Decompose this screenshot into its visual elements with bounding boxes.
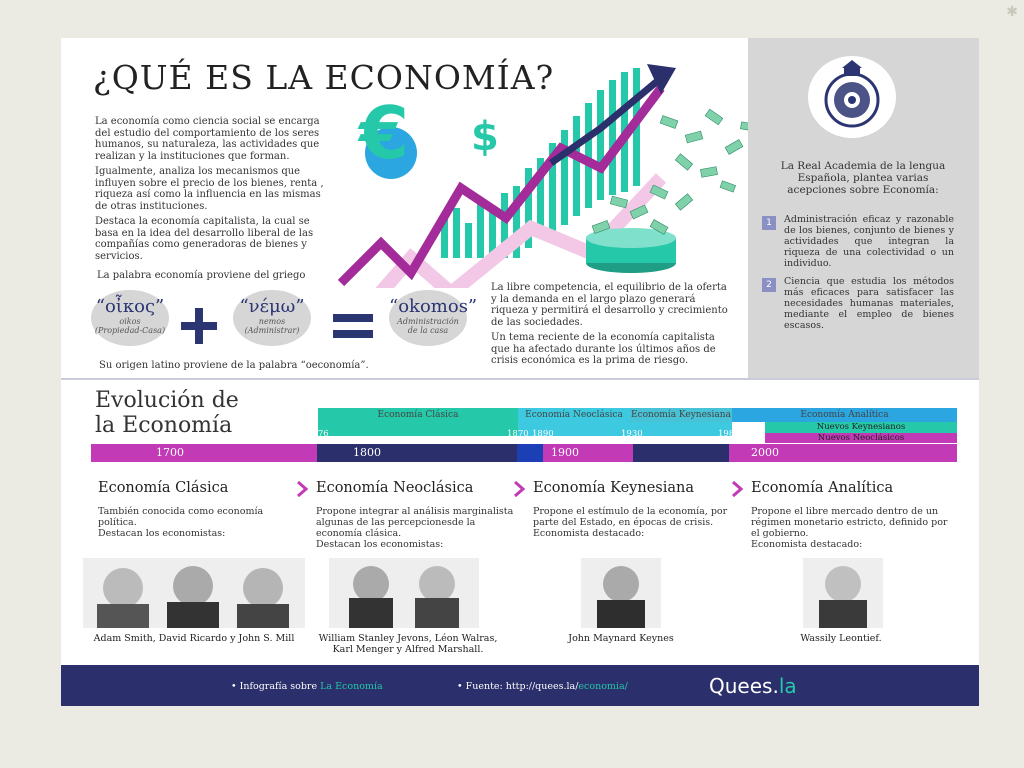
portrait-neoclassical-economists — [329, 558, 479, 628]
col-head-classical: Economía Clásica — [98, 480, 229, 496]
portrait-keynes — [581, 558, 661, 628]
col-text-analytical: Propone el libre mercado dentro de un régimen monetario estricto, definido por el gobierno. Economista destacado: — [751, 506, 948, 550]
page-title: ¿QUÉ ES LA ECONOMÍA? — [93, 58, 555, 97]
era-new-keynesians: Nuevos Keynesianos — [765, 422, 957, 433]
portrait-classical-economists — [83, 558, 305, 628]
portrait-leontief — [803, 558, 883, 628]
greek-word: “οἶκος” — [95, 296, 165, 317]
footer-infographic — [231, 681, 383, 692]
rae-intro: La Real Academia de la lengua Española, plantea varias acepciones sobre Economía: — [780, 160, 946, 196]
greek-word-okomos — [389, 290, 478, 346]
dark-arrow-icon — [551, 78, 661, 163]
greek-word-oikos — [91, 290, 169, 346]
century-2000: 2000 — [751, 446, 779, 459]
col-text-neoclassical: Propone integrar al análisis marginalista algunas de las percepcionesde la economía clásica. Destacan los economistas: — [316, 506, 514, 550]
footer-source — [457, 681, 628, 692]
translit: nemos — [258, 317, 286, 326]
era-neoclassical: Economía Neoclásica — [518, 408, 630, 422]
chevron-right-icon — [296, 481, 308, 497]
logo-accent: la — [778, 674, 797, 698]
century-1800-bar — [317, 444, 517, 462]
century-1900b-bar — [633, 444, 729, 462]
year-1930: 1930 — [621, 429, 643, 439]
col-head-neoclassical: Economía Neoclásica — [316, 480, 474, 496]
greek-word: “νέμω” — [239, 296, 305, 317]
svg-text:€: € — [359, 91, 410, 175]
era-new-neoclassicals: Nuevos Neoclásicos — [765, 433, 957, 443]
infographic-sheet — [61, 38, 979, 706]
col-text-keynesian: Propone el estímulo de la economía, por parte del Estado, en épocas de crisis. Economista destacado: — [533, 506, 728, 539]
footer-infographic-label: • Infografía sobre — [231, 681, 321, 692]
footer-infographic-topic[interactable]: La Economía — [320, 681, 383, 692]
risk-premium-paragraph: Un tema reciente de la economía capitalista que ha afectado durante los últimos años de crisis económica es la prima de riesgo. — [491, 332, 716, 366]
era-analytical: Economía Analítica — [732, 408, 957, 422]
names-classical: Adam Smith, David Ricardo y John S. Mill — [93, 633, 295, 644]
definition-number: 1 — [762, 216, 776, 230]
greek-word: “okomos” — [389, 296, 478, 317]
year-1890: 1890 — [532, 429, 554, 439]
equals-icon — [333, 314, 373, 346]
greek-origin-label: La palabra economía proviene del griego — [97, 270, 306, 281]
economy-growth-illustration — [331, 58, 761, 288]
euro-icon — [357, 91, 417, 179]
dollar-icon — [471, 114, 499, 160]
names-neoclassical: William Stanley Jevons, Léon Walras, Karl Menger y Alfred Marshall. — [318, 633, 498, 655]
col-head-keynesian: Economía Keynesiana — [533, 480, 694, 496]
rae-crest-icon — [808, 56, 896, 138]
meaning: de la casa — [407, 326, 449, 335]
footer-source-link[interactable]: economia/ — [578, 681, 628, 692]
chevron-right-icon — [731, 481, 743, 497]
century-transition-bar — [517, 444, 543, 462]
col-head-analytical: Economía Analítica — [751, 480, 894, 496]
era-classical-lower — [318, 422, 518, 436]
footer-bar — [61, 665, 979, 706]
meaning: Administración — [397, 317, 459, 326]
greek-word-nemo — [233, 290, 311, 346]
century-1700-bar — [91, 444, 317, 462]
definition-number: 2 — [762, 278, 776, 292]
rae-seal — [808, 56, 896, 138]
definition-1: Administración eficaz y razonable de los bienes, conjunto de bienes y actividades que integran la riqueza de una colectividad o un individuo. — [784, 214, 954, 269]
intro-paragraph-3: Destaca la economía capitalista, la cual se basa en la idea del desarrollo liberal de las compañías como generadoras de bienes y servicios. — [95, 216, 314, 262]
latin-origin: Su origen latino proviene de la palabra “oeconomía”. — [99, 360, 369, 371]
competition-paragraph: La libre competencia, el equilibrio de la oferta y la demanda en el largo plazo generará riqueza y permitirá el desarrollo y crecimiento de las sociedades. — [491, 282, 728, 328]
meaning: (Propiedad-Casa) — [94, 326, 166, 335]
footer-source-label: • Fuente: http://quees.la/ — [457, 681, 579, 692]
evolution-title — [95, 388, 239, 438]
logo-main: Quees. — [709, 674, 779, 698]
svg-text:$: $ — [471, 114, 499, 160]
century-1800: 1800 — [353, 446, 381, 459]
definition-2: Ciencia que estudia los métodos más eficaces para satisfacer las necesidades humanas materiales, mediante el empleo de bienes escasos. — [784, 276, 954, 331]
meaning: (Administrar) — [244, 326, 300, 335]
translit: oikos — [119, 317, 141, 326]
coin-stack-icon — [586, 228, 676, 273]
century-1700: 1700 — [156, 446, 184, 459]
col-text-classical: También conocida como economía política. Destacan los economistas: — [98, 506, 264, 539]
evolution-title-line1: Evolución de — [95, 388, 239, 413]
era-keynesian: Economía Keynesiana — [631, 410, 731, 420]
names-analytical: Wassily Leontief. — [800, 633, 882, 644]
year-1980: 1980 — [718, 429, 740, 439]
quees-logo[interactable] — [709, 674, 797, 698]
year-1776: 1776 — [307, 429, 329, 439]
chevron-right-icon — [513, 481, 525, 497]
plus-icon — [181, 308, 217, 344]
corner-mark: ✱ — [1006, 4, 1018, 20]
century-1900: 1900 — [551, 446, 579, 459]
names-keynesian: John Maynard Keynes — [568, 633, 674, 644]
evolution-title-line2: la Economía — [95, 413, 233, 438]
era-classical: Economía Clásica — [318, 408, 518, 422]
section-divider — [61, 378, 979, 380]
intro-paragraph-2: Igualmente, analiza los mecanismos que influyen sobre el precio de los bienes, renta , riqueza así como la influencia en las mismas de otras instituciones. — [95, 166, 324, 212]
rae-panel — [748, 38, 979, 378]
year-1870: 1870 — [507, 429, 529, 439]
intro-paragraph-1: La economía como ciencia social se encarga del estudio del comportamiento de los seres humanos, su naturaleza, las actividades que realizan y la instituciones que forman. — [95, 116, 320, 162]
